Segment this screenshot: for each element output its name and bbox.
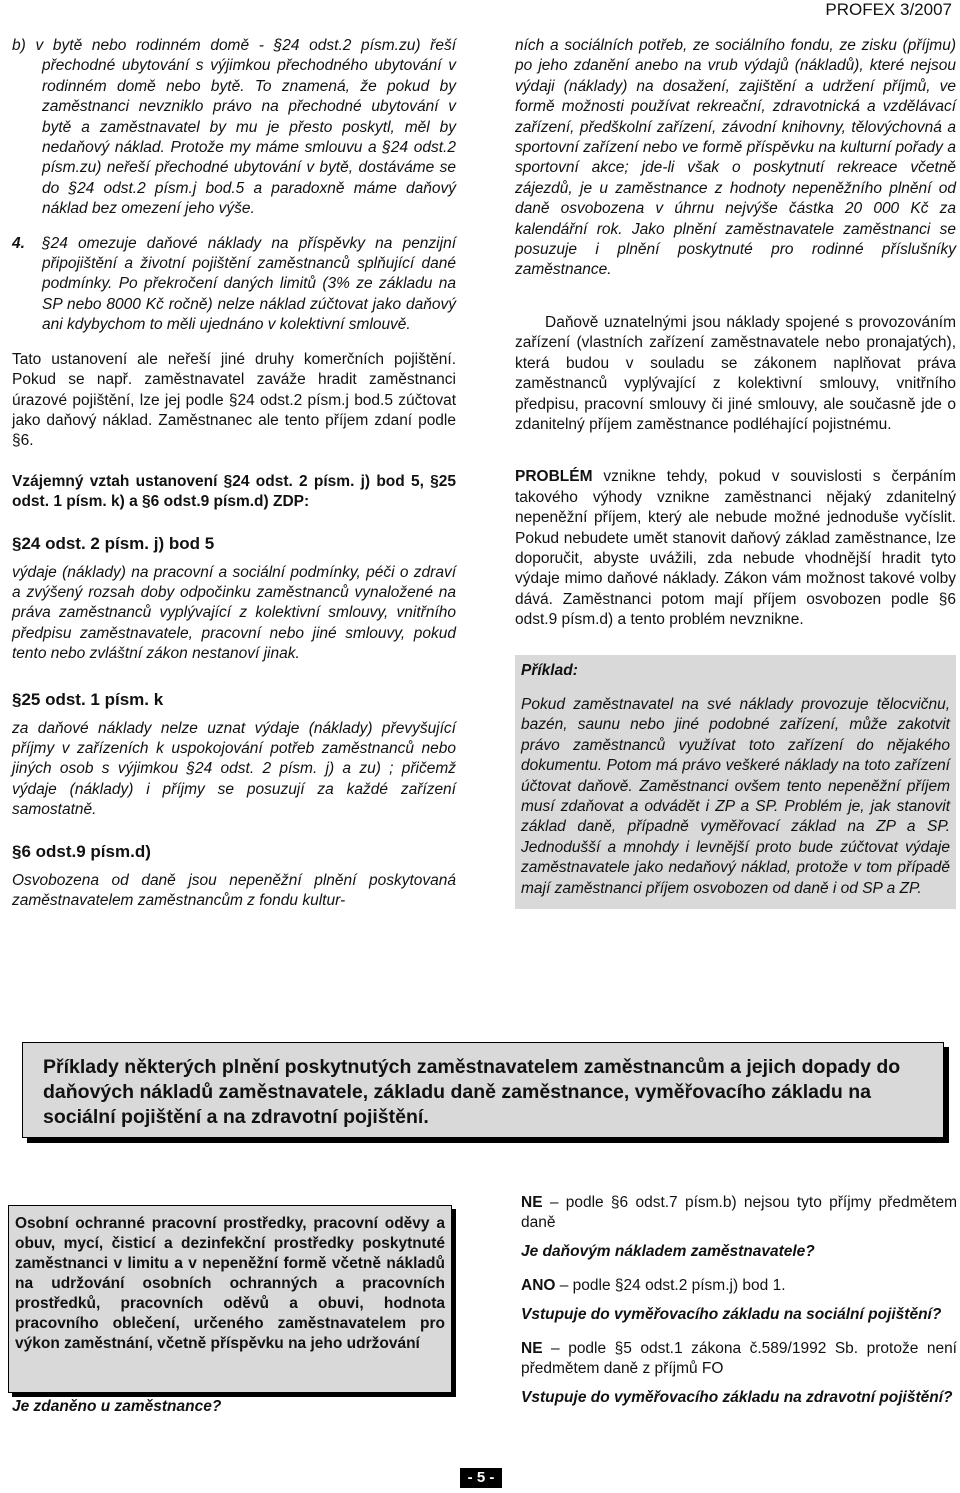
item-4-text: §24 omezuje daňové náklady na příspěvky na penzijní připojištění a životní pojištění zaměstnanců splňující dané podmínky. Po překročení daných limitů (3% ze základu na SP nebo 8000 Kč ročně) nelze náklad zúčtovat jako daňový ani kdybychom to měli ujednáno v kolektivní smlouvě. <box>42 234 456 334</box>
section-title-25: §25 odst. 1 písm. k <box>12 689 164 709</box>
answer-2 <box>521 1276 957 1296</box>
answer-1 <box>521 1193 957 1234</box>
para-tato: Tato ustanovení ale neřeší jiné druhy komerčních pojištění. Pokud se např. zaměstnavatel zaváže hradit zaměstnanci úrazové pojištění, lze jej podle §24 odst.2 písm.j bod.5 zúčtovat jako daňový náklad. Zaměstnanec ale tento příjem zdaní podle §6. <box>12 350 456 450</box>
left-column <box>12 36 456 911</box>
answer-3-label: NE <box>521 1340 543 1358</box>
section-text-6: Osvobozena od daně jsou nepeněžní plnění poskytovaná zaměstnavatelem zaměstnancům z fondu kultur- <box>12 871 456 909</box>
banner <box>22 1042 944 1138</box>
qa-column <box>521 1193 957 1408</box>
banner-text: Příklady některých plnění poskytnutých zaměstnavatelem zaměstnancům a jejich dopady do daňových nákladů zaměstnavatele, základu daně zaměstnance, vyměřovacího základu na sociální pojištění a na zdravotní pojištění. <box>43 1056 901 1128</box>
answer-2-label: ANO <box>521 1277 556 1295</box>
question-4: Vstupuje do vyměřovacího základu na zdravotní pojištění? <box>521 1388 953 1406</box>
protective-items-text: Osobní ochranné pracovní prostředky, pracovní oděvy a obuv, mycí, čisticí a dezinfekční prostředky poskytnuté zaměstnanci v limitu a v nepeněžní formě včetně nákladů na udržování osobních ochranných a pracovních prostředků, pracovních oděvů a obuvi, hodnota pracovního oblečení, určeného zaměstnavatelem pro výkon zaměstnání, včetně příspěvku na jeho udržování <box>15 1215 445 1352</box>
answer-2-text: – podle §24 odst.2 písm.j) bod 1. <box>555 1277 786 1295</box>
example-box <box>515 655 956 909</box>
heading-vzajemny: Vzájemný vztah ustanovení §24 odst. 2 písm. j) bod 5, §25 odst. 1 písm. k) a §6 odst.9 písm.d) ZDP: <box>12 472 456 511</box>
right-column <box>515 36 956 909</box>
answer-3 <box>521 1339 957 1380</box>
section-text-24: výdaje (náklady) na pracovní a sociální podmínky, péči o zdraví a zvýšený rozsah doby odpočinku zaměstnanců vynaložené na práva zaměstnanců vyplývající z kolektivní smlouvy, vnitřního předpisu zaměstnavatele, pracovní nebo jiné smlouvy, pokud tento nebo zvláštní zákon nestanoví jinak. <box>12 563 456 663</box>
question-2: Je daňovým nákladem zaměstnavatele? <box>521 1242 815 1260</box>
answer-3-text: – podle §5 odst.1 zákona č.589/1992 Sb. protože není předmětem daně z příjmů FO <box>521 1340 957 1378</box>
example-text: Pokud zaměstnavatel na své náklady provozuje tělocvičnu, bazén, saunu nebo jiné podobné zařízení, může zakotvit právo zaměstnanců využívat toto zařízení do nějakého dokumentu. Potom má právo veškeré náklady na toto zařízení účtovat daňově. Zaměstnanci ovšem tento nepeněžní příjem musí zdaňovat a odvádět i ZP a SP. Problém je, jak stanovit základ daně, případně vyměřovací základ na ZP a SP. Jednodušší a mnohdy i levnější proto bude zúčtovat výdaje zaměstnavatele jako nedaňový náklad, protože v tom případě mají zaměstnanci příjem osvobozen od daně i od SP a ZP. <box>521 695 950 897</box>
journal-header: PROFEX 3/2007 <box>825 0 952 19</box>
section-title-24: §24 odst. 2 písm. j) bod 5 <box>12 533 215 553</box>
item-b: b) v bytě nebo rodinném domě - §24 odst.2 písm.zu) řeší přechodné ubytování s výjimkou přechodného ubytování v rodinném domě nebo bytě. To znamená, že pokud by zaměstnanci nevzniklo právo na přechodné ubytování v bytě a zaměstnavatel by mu je přesto poskytl, měl by nedaňový náklad. Protože my máme smlouvu a §24 odst.2 písm.zu) neřeší přechodné ubytování v bytě, dostáváme se do §24 odst.2 písm.j bod.5 a paradoxně máme daňový náklad bez omezení jeho výše. <box>12 37 456 218</box>
problem-text: vznikne tehdy, pokud v souvislosti s čerpáním takového výhody vznikne zaměstnanci nějaký zdanitelný nepeněžní příjem, který ale nebude možné jednoduše vyčíslit. Pokud nebudete umět stanovit daňový základ zaměstnance, lze doporučit, abyste uvážili, zda nebude vhodnější hradit tyto výdaje mimo daňové náklady. Zákon vám možnost takové volby dává. Zaměstnanci potom mají příjem osvobozen podle §6 odst.9 písm.d) a tento problém nevznikne. <box>515 468 956 629</box>
section-title-6: §6 odst.9 písm.d) <box>12 841 151 861</box>
answer-1-label: NE <box>521 1194 543 1211</box>
item-4-number: 4. <box>12 234 25 252</box>
para-problem <box>515 467 956 630</box>
item-4 <box>12 234 456 336</box>
problem-label: PROBLÉM <box>515 468 593 486</box>
section-text-25: za daňové náklady nelze uznat výdaje (náklady) převyšující příjmy v zařízeních k uspokojování potřeb zaměstnanců nebo jiných osob s výjimkou §24 odst. 2 písm. j) a zu) ; přičemž výdaje (náklady) i příjmy se posuzují za každé zařízení samostatně. <box>12 719 456 819</box>
answer-1-text: – podle §6 odst.7 písm.b) nejsou tyto příjmy předmětem daně <box>521 1194 957 1232</box>
right-continuation: ních a sociálních potřeb, ze sociálního fondu, ze zisku (příjmu) po jeho zdanění anebo na vrub výdajů (nákladů), které nejsou výdaji (náklady) na dosažení, zajištění a udržení příjmů, ve formě možnosti používat rekreační, zdravotnická a vzdělávací zařízení, předškolní zařízení, závodní knihovny, tělovýchovná a sportovní zařízení nebo ve formě příspěvku na kulturní pořady a sportovní akce; jde-li však o poskytnutí rekreace včetně zájezdů, je u zaměstnance z hodnoty nepeněžního plnění od daně osvobozena v úhrnu nejvýše částka 20 000 Kč za kalendářní rok. Jako plnění zaměstnavatele zaměstnanci se posuzuje i plnění poskytnuté pro rodinné příslušníky zaměstnance. <box>515 37 956 279</box>
example-label: Příklad: <box>521 661 578 679</box>
page-number: - 5 - <box>460 1468 502 1488</box>
question-3: Vstupuje do vyměřovacího základu na sociální pojištění? <box>521 1305 942 1323</box>
question-taxed: Je zdaněno u zaměstnance? <box>12 1398 222 1415</box>
para-danove: Daňově uznatelnými jsou náklady spojené s provozováním zařízení (vlastních zařízení zaměstnavatele nebo pronajatých), která budou v souladu se zákonem naplňovat práva zaměstnanců vyplývající z kolektivní smlouvy, vnitřního předpisu, pracovní smlouvy či jiné smlouvy, ale současně jde o zdanitelný příjem zaměstnance podléhající pojistnému. <box>515 313 956 433</box>
protective-items-box <box>8 1205 452 1393</box>
